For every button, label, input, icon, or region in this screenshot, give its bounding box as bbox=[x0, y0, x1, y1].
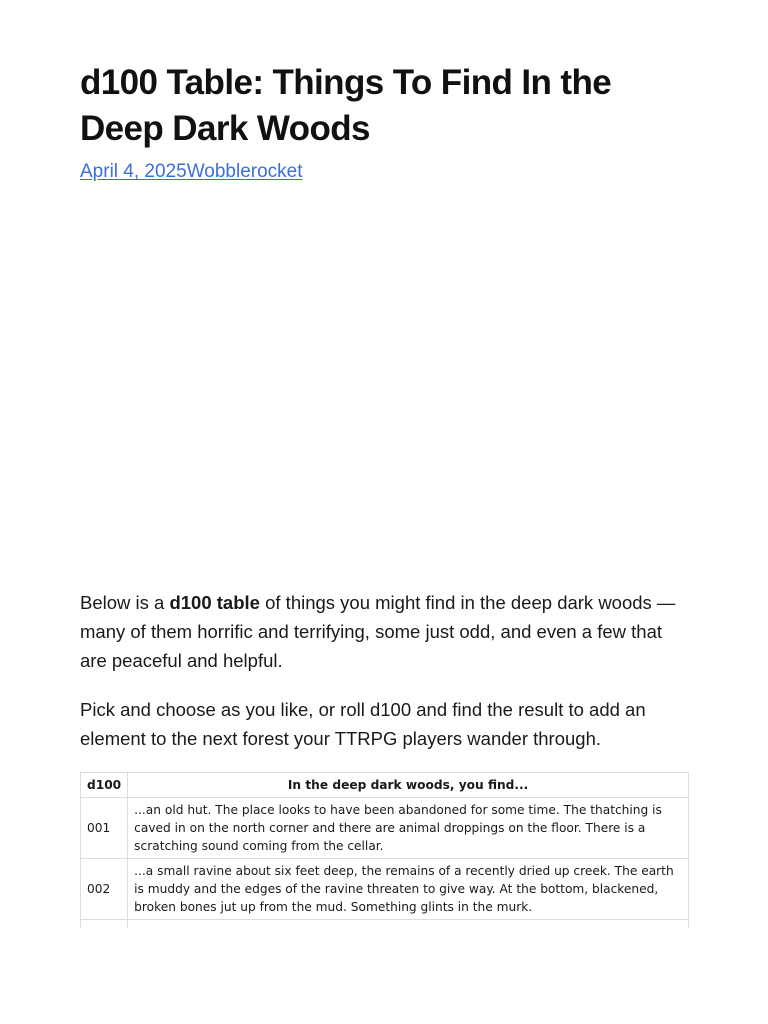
table-row bbox=[81, 859, 689, 920]
table-row-partial bbox=[81, 920, 689, 929]
table-row bbox=[81, 798, 689, 859]
row-number: 001 bbox=[81, 798, 128, 859]
post-title: d100 Table: Things To Find In the Deep Dark Woods bbox=[80, 63, 612, 148]
intro-text-before: Below is a bbox=[80, 592, 170, 613]
row-description: ...an old hut. The place looks to have been abandoned for some time. The thatching is caved in on the north corner and there are animal droppings on the floor. There is a scratching sound coming from the cellar. bbox=[128, 798, 689, 859]
post-author-link[interactable]: Wobblerocket bbox=[186, 161, 303, 182]
row-number bbox=[81, 920, 128, 929]
table-header-row bbox=[81, 773, 689, 798]
d100-table bbox=[80, 772, 689, 928]
row-description bbox=[128, 920, 689, 929]
intro-text-after: of things you might find in the deep dark woods — many of them horrific and terrifying, some just odd, and even a few that are peaceful and helpful. bbox=[80, 592, 676, 671]
row-description: ...a small ravine about six feet deep, the remains of a recently dried up creek. The earth is muddy and the edges of the ravine threaten to give way. At the bottom, blackened, broken bones jut up from the mud. Something glints in the murk. bbox=[128, 859, 689, 920]
instructions-paragraph: Pick and choose as you like, or roll d100 and find the result to add an element to the next forest your TTRPG players wander through. bbox=[80, 699, 646, 749]
row-number: 002 bbox=[81, 859, 128, 920]
intro-bold-term: d100 table bbox=[169, 592, 260, 613]
intro-paragraph bbox=[80, 588, 690, 675]
column-header-d100: d100 bbox=[81, 773, 128, 798]
d100-table-container bbox=[80, 772, 689, 928]
column-header-result: In the deep dark woods, you find... bbox=[128, 773, 689, 798]
post-date-link[interactable]: April 4, 2025 bbox=[80, 161, 187, 182]
post-meta bbox=[80, 159, 303, 185]
